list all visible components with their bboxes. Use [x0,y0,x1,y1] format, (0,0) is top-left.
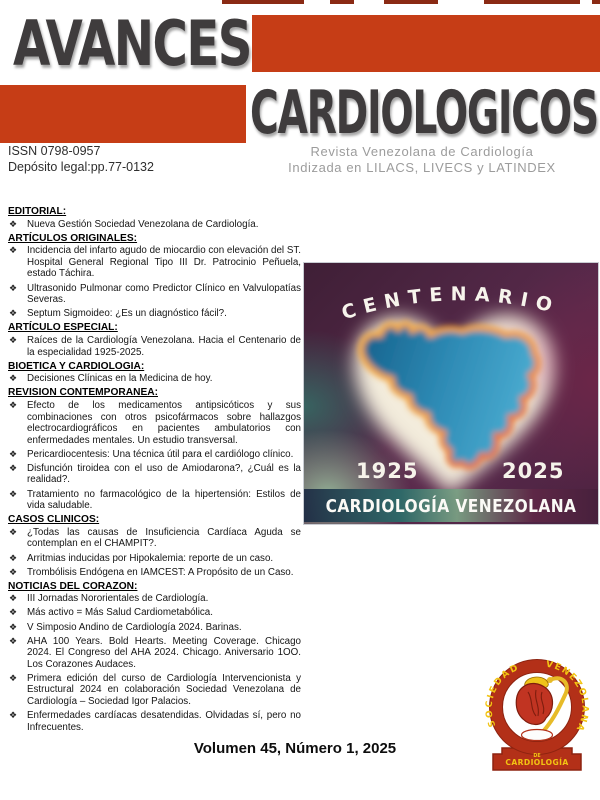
toc-item [8,710,301,733]
masthead-banner-top [252,15,600,72]
toc-item [8,335,301,358]
toc-item-text: Decisiones Clínicas en la Medicina de hoy. [27,373,213,385]
toc-item [8,373,301,385]
logo-base-cloud [522,730,553,741]
toc-section-heading: EDITORIAL: [8,206,67,217]
journal-title-avances: AVANCES [13,7,251,80]
toc-item [8,245,301,280]
toc-section-heading: ARTÍCULO ESPECIAL: [8,322,118,334]
toc-item [8,463,301,486]
toc-item-text: AHA 100 Years. Bold Hearts. Meeting Coverage. Chicago 2024. El Congreso del AHA 2024. Chicago. Aniversario 1OO. Los Corazones Audaces. [27,635,301,670]
top-edge-dash [330,0,354,4]
toc-item-text: ¿Todas las causas de Insuficiencia Cardíaca Aguda se contemplan en el CHAMPIT?. [27,526,301,550]
diamond-bullet-icon: ❖ [9,672,18,683]
year-2025: 2025 [502,459,565,483]
toc-item [8,553,301,565]
top-edge-dash [384,0,438,4]
toc-item-text: Tratamiento no farmacológico de la hipertensión: Estilos de vida saludable. [27,488,301,512]
toc-item [8,219,301,231]
toc-section-heading: NOTICIAS DEL CORAZON: [8,580,138,592]
diamond-bullet-icon: ❖ [9,334,18,345]
table-of-contents [8,204,301,736]
toc-item-text: III Jornadas Nororientales de Cardiología. [27,593,209,605]
toc-item [8,449,301,461]
subtitle-line1: Revista Venezolana de Cardiología [310,144,534,159]
diamond-bullet-icon: ❖ [9,462,18,473]
diamond-bullet-icon: ❖ [9,621,18,632]
toc-item [8,567,301,579]
diamond-bullet-icon: ❖ [9,218,18,229]
toc-section-heading: REVISION CONTEMPORANEA: [8,387,158,399]
diamond-bullet-icon: ❖ [9,245,18,256]
toc-item-text: Primera edición del curso de Cardiología Intervencionista y Estructural 2024 en colaboración Sociedad Venezolana de Cardiología – Sociedad Igor Palacios. [27,672,301,708]
issn-block [8,143,154,175]
deposito-legal: Depósito legal:pp.77-0132 [8,160,154,174]
top-edge-dash [484,0,580,4]
toc-item [8,622,301,634]
logo-cardiologia: CARDIOLOGÍA [505,758,569,767]
top-edge-dash [222,0,304,4]
top-edge-dash [592,0,600,4]
diamond-bullet-icon: ❖ [9,488,18,499]
centenario-arc-text: CENTENARIO [339,283,562,325]
diamond-bullet-icon: ❖ [9,448,18,459]
toc-item [8,593,301,605]
toc-item-text: Raíces de la Cardiología Venezolana. Hacia el Centenario de la especialidad 1925-2025. [27,334,301,358]
toc-item-text: V Simposio Andino de Cardiología 2024. Barinas. [27,621,242,633]
diamond-bullet-icon: ❖ [9,282,18,293]
logo-de: DE [533,754,541,759]
toc-item [8,673,301,708]
toc-item-text: Septum Sigmoideo: ¿Es un diagnóstico fácil?. [27,308,227,320]
toc-item-text: Pericardiocentesis: Una técnica útil para el cardiólogo clínico. [27,448,294,460]
journal-title-cardiologicos: CARDIOLOGICOS [250,78,598,148]
toc-item-text: Disfunción tiroidea con el uso de Amiodarona?, ¿Cuál es la realidad?. [27,462,301,486]
toc-item [8,489,301,512]
toc-item [8,527,301,550]
subtitle-line2: Indizada en LILACS, LIVECS y LATINDEX [288,160,556,175]
diamond-bullet-icon: ❖ [9,566,18,577]
society-logo [478,654,596,779]
diamond-bullet-icon: ❖ [9,552,18,563]
toc-item-text: Efecto de los medicamentos antipsicóticos y sus combinaciones con otros psicofármacos sobre hallazgos electrocardiográficos en pacientes ambulatorios con enfermedades mentales. Un estudio transversal. [27,399,301,446]
toc-item-text: Más activo = Más Salud Cardiometabólica. [27,607,213,619]
journal-subtitle [244,144,600,176]
volume-line: Volumen 45, Número 1, 2025 [193,740,397,757]
masthead-banner-bottom [0,85,246,143]
diamond-bullet-icon: ❖ [9,710,18,721]
toc-item [8,607,301,619]
diamond-bullet-icon: ❖ [9,308,18,319]
logo-arc-venezolana: VENEZOLANA [544,659,590,734]
toc-item-text: Arritmias inducidas por Hipokalemia: reporte de un caso. [27,552,274,564]
toc-section-heading: ARTÍCULOS ORIGINALES: [8,232,138,244]
diamond-bullet-icon: ❖ [9,526,18,537]
toc-item-text: Incidencia del infarto agudo de miocardio con elevación del ST. Hospital General Regional Tipo III Dr. Patrocinio Peñuela, estado Táchira. [27,245,301,280]
diamond-bullet-icon: ❖ [9,593,18,604]
year-1925: 1925 [356,459,419,483]
toc-item [8,308,301,320]
toc-item [8,400,301,446]
toc-item-text: Nueva Gestión Sociedad Venezolana de Cardiología. [27,218,259,230]
toc-item [8,636,301,671]
diamond-bullet-icon: ❖ [9,607,18,618]
diamond-bullet-icon: ❖ [9,635,18,646]
diamond-bullet-icon: ❖ [9,399,18,410]
diamond-bullet-icon: ❖ [9,373,18,384]
logo-arc-sociedad: SOCIEDAD [484,662,522,729]
toc-item [8,283,301,306]
toc-item-text: Enfermedades cardíacas desatendidas. Olvidadas sí, pero no Infrecuentes. [27,710,301,733]
centenario-bottom-label: CARDIOLOGÍA VENEZOLANA [325,496,577,517]
issn-number: ISSN 0798-0957 [8,144,101,158]
toc-section-heading: CASOS CLINICOS: [8,514,100,526]
toc-item-text: Ultrasonido Pulmonar como Predictor Clínico en Valvulopatías Severas. [27,282,301,306]
toc-section-heading: BIOETICA Y CARDIOLOGIA: [8,360,145,372]
centenario-artwork [303,262,599,525]
toc-item-text: Trombólisis Endógena en IAMCEST: A Propósito de un Caso. [27,566,294,578]
